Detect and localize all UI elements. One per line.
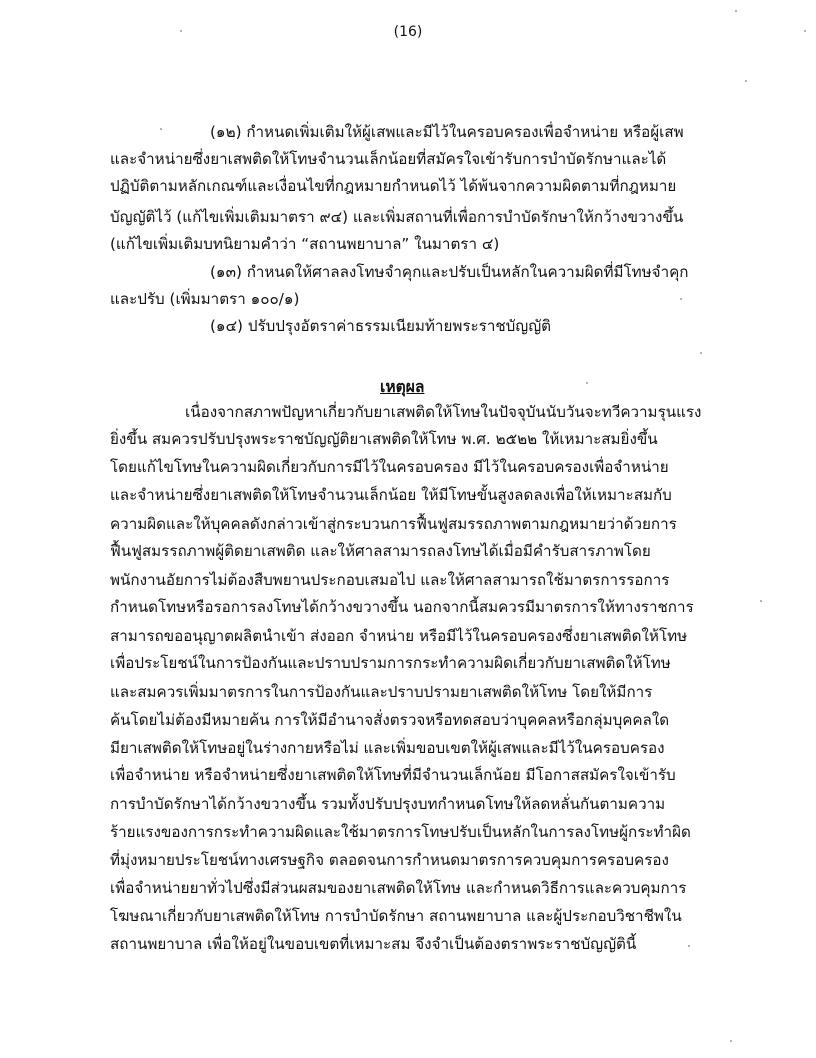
scan-speck <box>586 382 588 384</box>
reasons-line: การบำบัดรักษาได้กว้างขวางขึ้น รวมทั้งปรับปรุงบทกำหนดโทษให้ลดหลั่นกันตามความ <box>110 795 666 813</box>
reasons-heading: เหตุผล <box>380 378 425 396</box>
scan-speck <box>730 1040 732 1042</box>
amendment-14-line-1: (๑๔) ปรับปรุงอัตราค่าธรรมเนียมท้ายพระราชบัญญัติ <box>210 317 552 335</box>
amendment-12-line-4: บัญญัติไว้ (แก้ไขเพิ่มเติมมาตรา ๙๔) และเพิ่มสถานที่เพื่อการบำบัดรักษาให้กว้างขวางขึ้น <box>110 208 684 226</box>
reasons-line: ค้นโดยไม่ต้องมีหมายค้น การให้มีอำนาจสั่งตรวจหรือทดสอบว่าบุคคลหรือกลุ่มบุคคลใด <box>110 711 670 729</box>
reasons-line: เพื่อประโยชน์ในการป้องกันและปราบปรามการกระทำความผิดเกี่ยวกับยาเสพติดให้โทษ <box>110 654 671 672</box>
amendment-13-line-1: (๑๓) กำหนดให้ศาลลงโทษจำคุกและปรับเป็นหลักในความผิดที่มีโทษจำคุก <box>210 263 689 281</box>
reasons-line: โฆษณาเกี่ยวกับยาเสพติดให้โทษ การบำบัดรักษา สถานพยาบาล และผู้ประกอบวิชาชีพใน <box>110 907 682 925</box>
amendment-12-line-1: (๑๒) กำหนดเพิ่มเติมให้ผู้เสพและมีไว้ในครอบครองเพื่อจำหน่าย หรือผู้เสพ <box>210 123 684 141</box>
reasons-line: พนักงานอัยการไม่ต้องสืบพยานประกอบเสมอไป และให้ศาลสามารถใช้มาตรการรอการ <box>110 571 670 589</box>
reasons-line: สามารถขออนุญาตผลิตนำเข้า ส่งออก จำหน่าย หรือมีไว้ในครอบครองซึ่งยาเสพติดให้โทษ <box>110 627 688 645</box>
scan-speck <box>160 128 162 130</box>
reasons-line: เพื่อจำหน่ายยาทั่วไปซึ่งมีส่วนผสมของยาเสพติดให้โทษ และกำหนดวิธีการและควบคุมการ <box>110 879 687 897</box>
reasons-line: มียาเสพติดให้โทษอยู่ในร่างกายหรือไม่ และเพิ่มขอบเขตให้ผู้เสพและมีไว้ในครอบครอง <box>110 739 665 757</box>
amendment-12-line-3: ปฏิบัติตามหลักเกณฑ์และเงื่อนไขที่กฎหมายกำหนดไว้ ได้พ้นจากความผิดตามที่กฎหมาย <box>110 177 677 195</box>
amendment-13-line-2: และปรับ (เพิ่มมาตรา ๑๐๐/๑) <box>110 290 300 308</box>
reasons-line: ยิ่งขึ้น สมควรปรับปรุงพระราชบัญญัติยาเสพติดให้โทษ พ.ศ. ๒๕๒๒ ให้เหมาะสมยิ่งขึ้น <box>110 430 658 448</box>
reasons-line: เนื่องจากสภาพปัญหาเกี่ยวกับยาเสพติดให้โทษในปัจจุบันนับวันจะทวีความรุนแรง <box>185 403 702 421</box>
scan-speck <box>180 30 182 32</box>
reasons-line: ร้ายแรงของการกระทำความผิดและใช้มาตรการโทษปรับเป็นหลักในการลงโทษผู้กระทำผิด <box>110 823 691 841</box>
reasons-line: กำหนดโทษหรือรอการลงโทษได้กว้างขวางขึ้น นอกจากนี้สมควรมีมาตรการให้ทางราชการ <box>110 598 694 616</box>
reasons-line: และจำหน่ายซึ่งยาเสพติดให้โทษจำนวนเล็กน้อย ให้มีโทษขั้นสูงลดลงเพื่อให้เหมาะสมกับ <box>110 486 672 504</box>
scan-speck <box>735 10 737 12</box>
scan-speck <box>688 945 690 947</box>
amendment-12-line-5: (แก้ไขเพิ่มเติมบทนิยามคำว่า “สถานพยาบาล” ในมาตรา ๔) <box>110 235 500 253</box>
scan-speck <box>680 298 682 300</box>
reasons-line: โดยแก้ไขโทษในความผิดเกี่ยวกับการมีไว้ในครอบครอง มีไว้ในครอบครองเพื่อจำหน่าย <box>110 458 669 476</box>
reasons-line: ที่มุ่งหมายประโยชน์ทางเศรษฐกิจ ตลอดจนการกำหนดมาตรการควบคุมการครอบครอง <box>110 851 669 869</box>
scan-speck <box>700 352 702 354</box>
reasons-line: เพื่อจำหน่าย หรือจำหน่ายซึ่งยาเสพติดให้โทษที่มีจำนวนเล็กน้อย มีโอกาสสมัครใจเข้ารับ <box>110 766 676 784</box>
reasons-line: และสมควรเพิ่มมาตรการในการป้องกันและปราบปรามยาเสพติดให้โทษ โดยให้มีการ <box>110 683 653 701</box>
scan-speck <box>760 600 762 602</box>
scan-speck <box>745 80 747 82</box>
amendment-12-line-2: และจำหน่ายซึ่งยาเสพติดให้โทษจำนวนเล็กน้อยที่สมัครใจเข้ารับการบำบัดรักษาและได้ <box>110 150 667 168</box>
reasons-line: ฟื้นฟูสมรรถภาพผู้ติดยาเสพติด และให้ศาลสามารถลงโทษได้เมื่อมีคำรับสารภาพโดย <box>110 542 651 560</box>
scan-speck <box>804 30 806 32</box>
reasons-line: สถานพยาบาล เพื่อให้อยู่ในขอบเขตที่เหมาะสม จึงจำเป็นต้องตราพระราชบัญญัตินี้ <box>110 935 637 953</box>
reasons-line: ความผิดและให้บุคคลดังกล่าวเข้าสู่กระบวนการฟื้นฟูสมรรถภาพตามกฎหมายว่าด้วยการ <box>110 515 677 533</box>
page-number: (16) <box>393 24 423 40</box>
